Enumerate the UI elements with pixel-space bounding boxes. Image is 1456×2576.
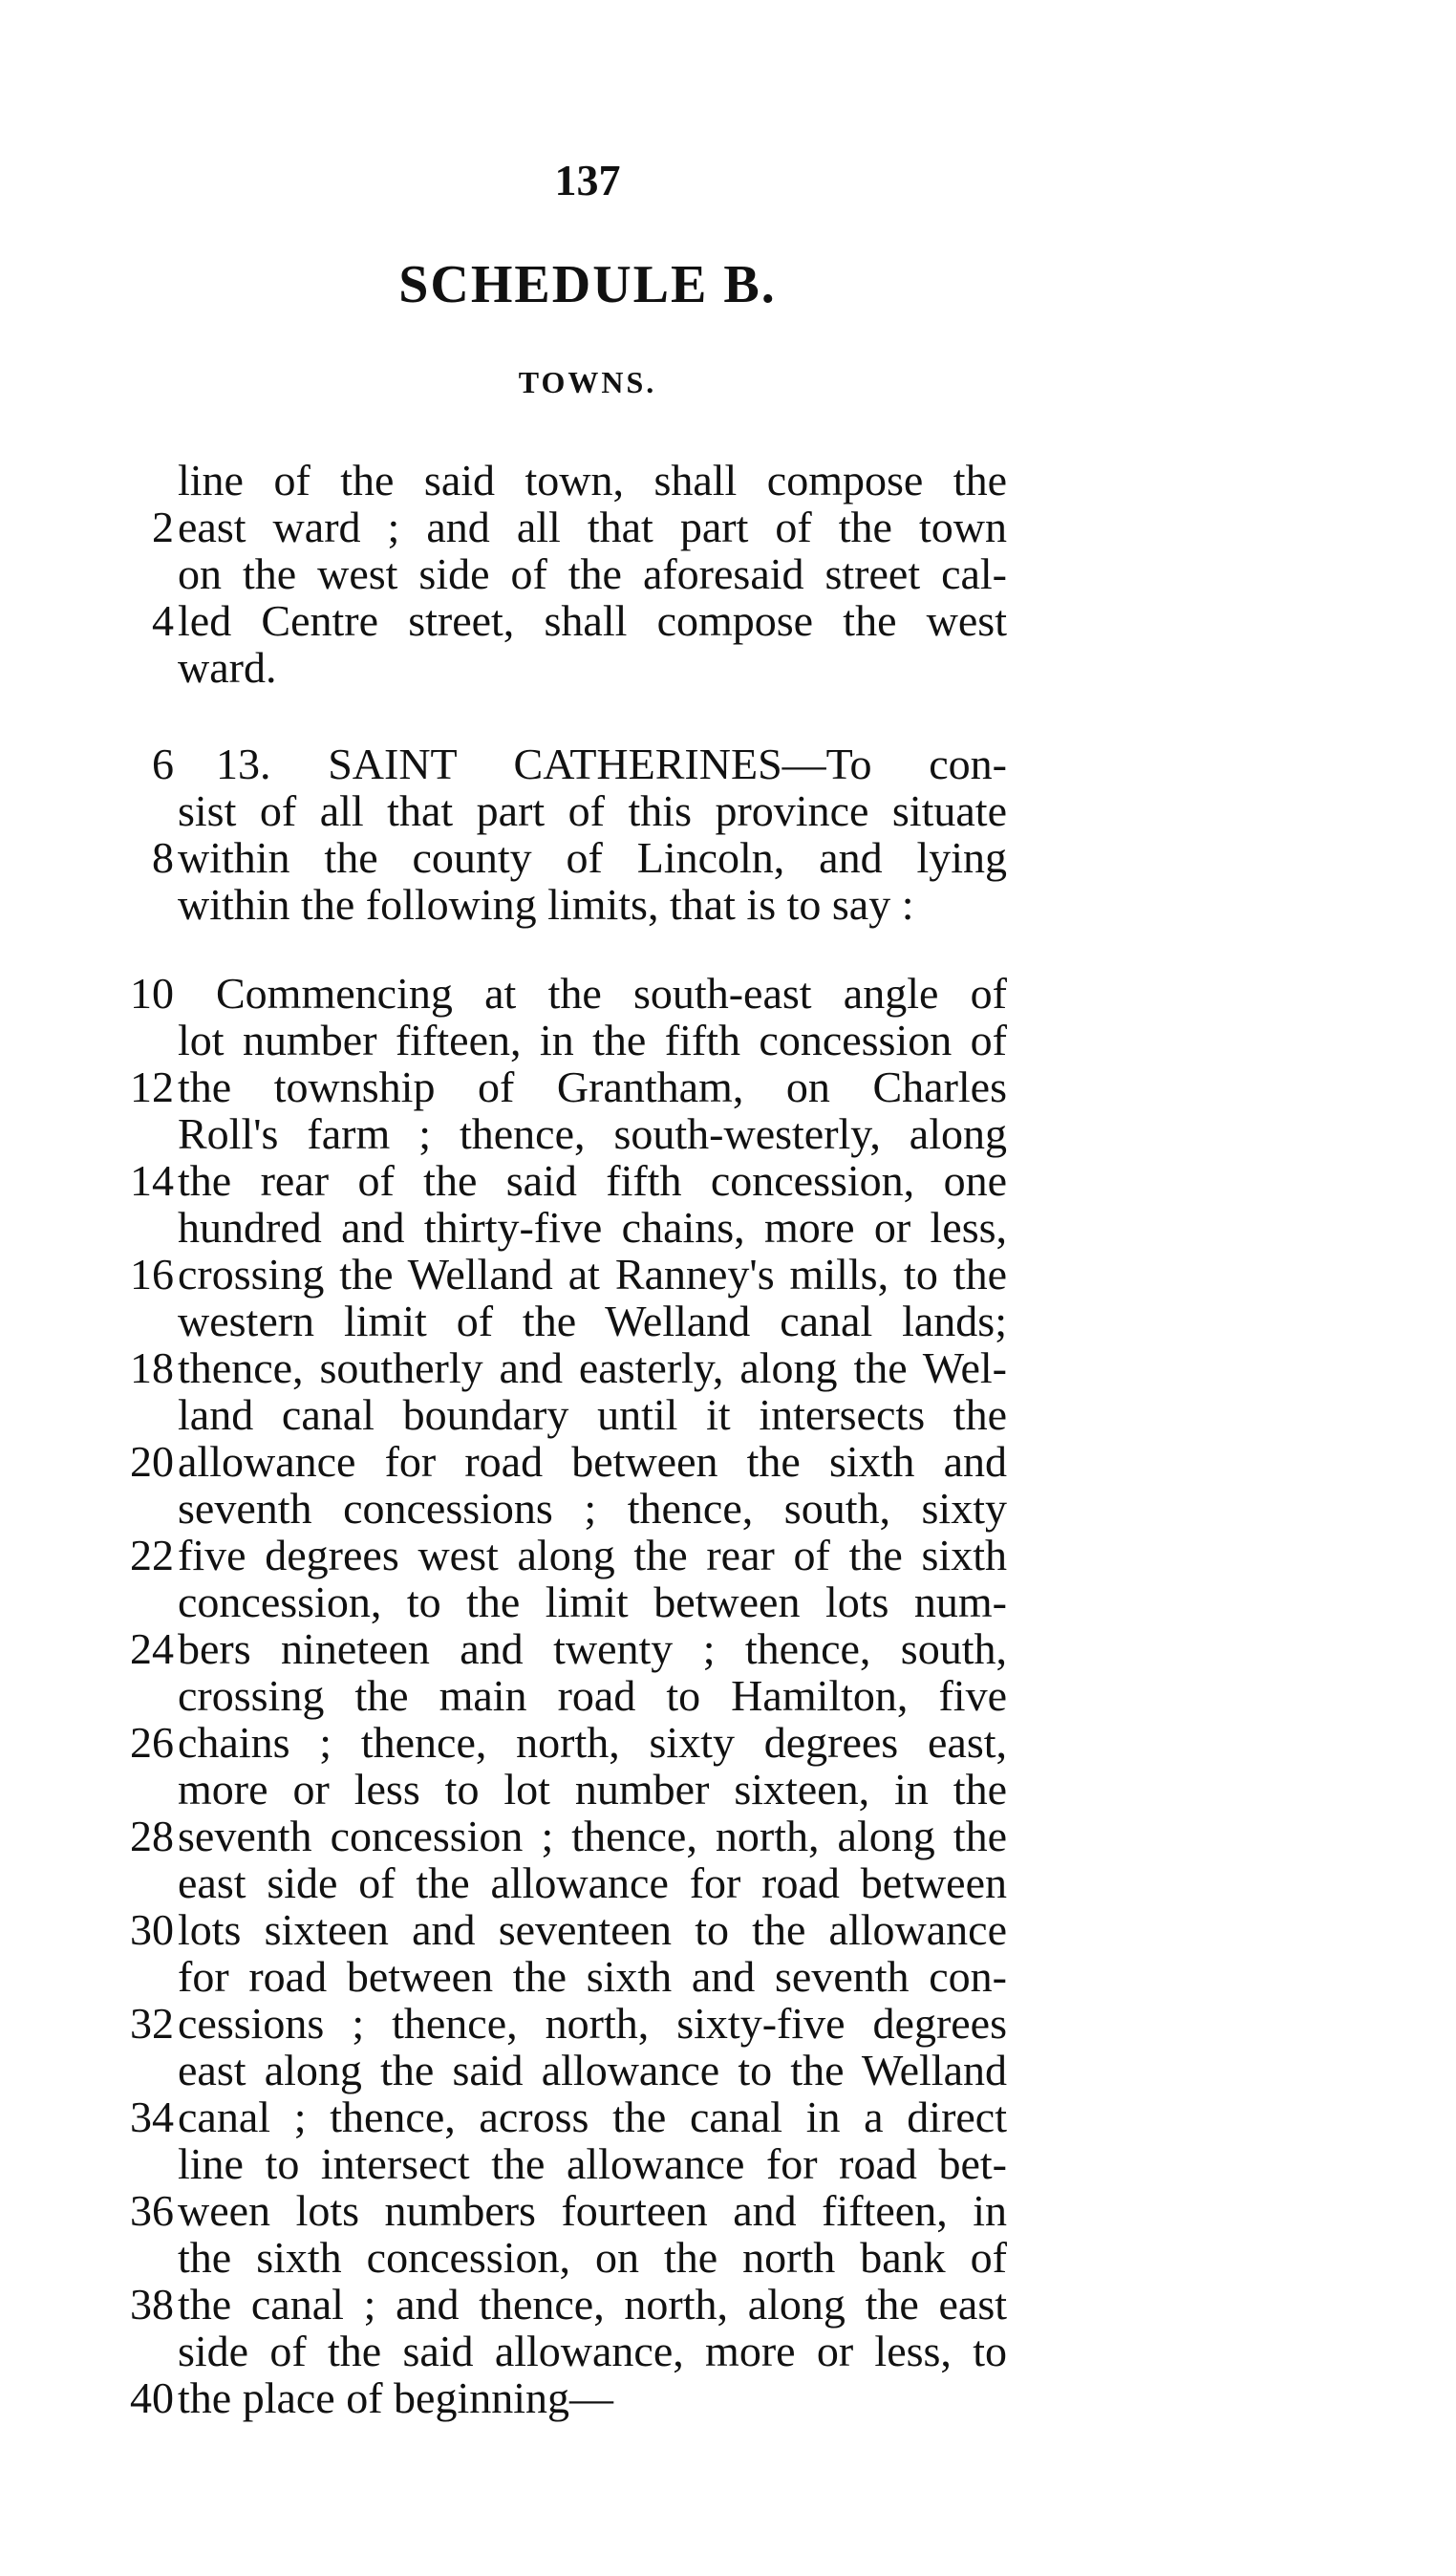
line-number: 20 bbox=[130, 1437, 174, 1486]
text-line bbox=[0, 457, 1175, 504]
line-text: Roll's farm ; thence, south-westerly, along bbox=[178, 1109, 1007, 1158]
text-line bbox=[0, 787, 1175, 835]
text-line bbox=[0, 1110, 1175, 1158]
line-text: east along the said allowance to the Welland bbox=[178, 2046, 1007, 2094]
line-text: 13. SAINT CATHERINES—To con- bbox=[216, 740, 1007, 788]
text-line bbox=[0, 1204, 1175, 1252]
text-line bbox=[0, 2140, 1175, 2188]
line-text: chains ; thence, north, sixty degrees east, bbox=[178, 1718, 1007, 1767]
line-text: line to intersect the allowance for road bet- bbox=[178, 2139, 1007, 2188]
line-number: 2 bbox=[152, 503, 174, 551]
text-line bbox=[0, 1485, 1175, 1533]
text-line bbox=[0, 1766, 1175, 1814]
line-text: lot number fifteen, in the fifth concession of bbox=[178, 1016, 1007, 1064]
line-number: 36 bbox=[130, 2186, 174, 2235]
text-line bbox=[0, 1017, 1175, 1064]
text-line bbox=[0, 1578, 1175, 1626]
text-line bbox=[0, 597, 1175, 645]
line-text: western limit of the Welland canal lands; bbox=[178, 1297, 1007, 1345]
line-text: cessions ; thence, north, sixty-five degrees bbox=[178, 1999, 1007, 2048]
line-text: east ward ; and all that part of the town bbox=[178, 503, 1007, 551]
line-text: side of the said allowance, more or less, to bbox=[178, 2327, 1007, 2375]
line-number: 22 bbox=[130, 1531, 174, 1579]
text-line bbox=[0, 644, 1175, 692]
line-number: 26 bbox=[130, 1718, 174, 1767]
line-number: 28 bbox=[130, 1812, 174, 1860]
line-text: land canal boundary until it intersects the bbox=[178, 1390, 1007, 1439]
text-line bbox=[0, 741, 1175, 788]
text-line bbox=[0, 970, 1175, 1018]
line-number: 24 bbox=[130, 1624, 174, 1673]
line-number: 4 bbox=[152, 596, 174, 645]
text-line bbox=[0, 1063, 1175, 1111]
line-text: the township of Grantham, on Charles bbox=[178, 1063, 1007, 1111]
line-number: 6 bbox=[152, 740, 174, 788]
text-line bbox=[0, 2047, 1175, 2094]
line-text: crossing the Welland at Ranney's mills, to the bbox=[178, 1250, 1007, 1299]
line-text: allowance for road between the sixth and bbox=[178, 1437, 1007, 1486]
text-line bbox=[0, 1813, 1175, 1860]
schedule-title: SCHEDULE B. bbox=[398, 255, 777, 314]
text-line bbox=[0, 1625, 1175, 1673]
line-number: 40 bbox=[130, 2373, 174, 2422]
line-text: canal ; thence, across the canal in a direct bbox=[178, 2093, 1007, 2141]
line-text: five degrees west along the rear of the sixth bbox=[178, 1531, 1007, 1579]
line-number: 32 bbox=[130, 1999, 174, 2048]
text-line bbox=[0, 2234, 1175, 2282]
line-text: crossing the main road to Hamilton, five bbox=[178, 1671, 1007, 1720]
text-line bbox=[0, 1672, 1175, 1720]
line-text: ween lots numbers fourteen and fifteen, in bbox=[178, 2186, 1007, 2235]
text-line bbox=[0, 504, 1175, 551]
text-line bbox=[0, 2281, 1175, 2329]
text-line bbox=[0, 1859, 1175, 1907]
text-line bbox=[0, 1532, 1175, 1579]
section-heading: TOWNS. bbox=[518, 365, 657, 399]
line-text: led Centre street, shall compose the west bbox=[178, 596, 1007, 645]
line-number: 8 bbox=[152, 833, 174, 882]
page-number: 137 bbox=[554, 156, 621, 204]
line-number: 14 bbox=[130, 1156, 174, 1205]
line-text: the canal ; and thence, north, along the east bbox=[178, 2280, 1007, 2329]
text-line bbox=[0, 1906, 1175, 1954]
line-text: for road between the sixth and seventh con- bbox=[178, 1952, 1007, 2001]
line-text: the place of beginning— bbox=[178, 2373, 614, 2422]
line-text: within the following limits, that is to say : bbox=[178, 880, 914, 929]
line-text: more or less to lot number sixteen, in the bbox=[178, 1765, 1007, 1814]
line-text: east side of the allowance for road between bbox=[178, 1858, 1007, 1907]
text-line bbox=[0, 550, 1175, 598]
text-line bbox=[0, 2093, 1175, 2141]
text-line bbox=[0, 2187, 1175, 2235]
text-line bbox=[0, 881, 1175, 929]
text-line bbox=[0, 1438, 1175, 1486]
line-text: seventh concessions ; thence, south, sixty bbox=[178, 1484, 1007, 1533]
line-number: 30 bbox=[130, 1905, 174, 1954]
text-line bbox=[0, 1719, 1175, 1767]
text-line bbox=[0, 1298, 1175, 1345]
line-text: concession, to the limit between lots num- bbox=[178, 1578, 1007, 1626]
line-number: 18 bbox=[130, 1343, 174, 1392]
line-number: 10 bbox=[130, 969, 174, 1018]
line-text: on the west side of the aforesaid street cal- bbox=[178, 549, 1007, 598]
line-text: the rear of the said fifth concession, one bbox=[178, 1156, 1007, 1205]
text-line bbox=[0, 1391, 1175, 1439]
text-line bbox=[0, 2374, 1175, 2422]
text-line bbox=[0, 1251, 1175, 1299]
line-text: line of the said town, shall compose the bbox=[178, 456, 1007, 504]
line-text: Commencing at the south-east angle of bbox=[216, 969, 1007, 1018]
line-number: 16 bbox=[130, 1250, 174, 1299]
line-text: ward. bbox=[178, 643, 277, 692]
text-line bbox=[0, 1157, 1175, 1205]
line-number: 38 bbox=[130, 2280, 174, 2329]
line-text: lots sixteen and seventeen to the allowance bbox=[178, 1905, 1007, 1954]
line-text: thence, southerly and easterly, along the Wel- bbox=[178, 1343, 1007, 1392]
text-line bbox=[0, 1344, 1175, 1392]
line-number: 12 bbox=[130, 1063, 174, 1111]
line-text: hundred and thirty-five chains, more or less, bbox=[178, 1203, 1007, 1252]
text-line bbox=[0, 2328, 1175, 2375]
line-text: within the county of Lincoln, and lying bbox=[178, 833, 1007, 882]
line-text: the sixth concession, on the north bank of bbox=[178, 2233, 1007, 2282]
line-text: seventh concession ; thence, north, along the bbox=[178, 1812, 1007, 1860]
line-text: bers nineteen and twenty ; thence, south, bbox=[178, 1624, 1007, 1673]
text-line bbox=[0, 1953, 1175, 2001]
line-number: 34 bbox=[130, 2093, 174, 2141]
text-line bbox=[0, 834, 1175, 882]
text-line bbox=[0, 2000, 1175, 2048]
line-text: sist of all that part of this province situate bbox=[178, 786, 1007, 835]
